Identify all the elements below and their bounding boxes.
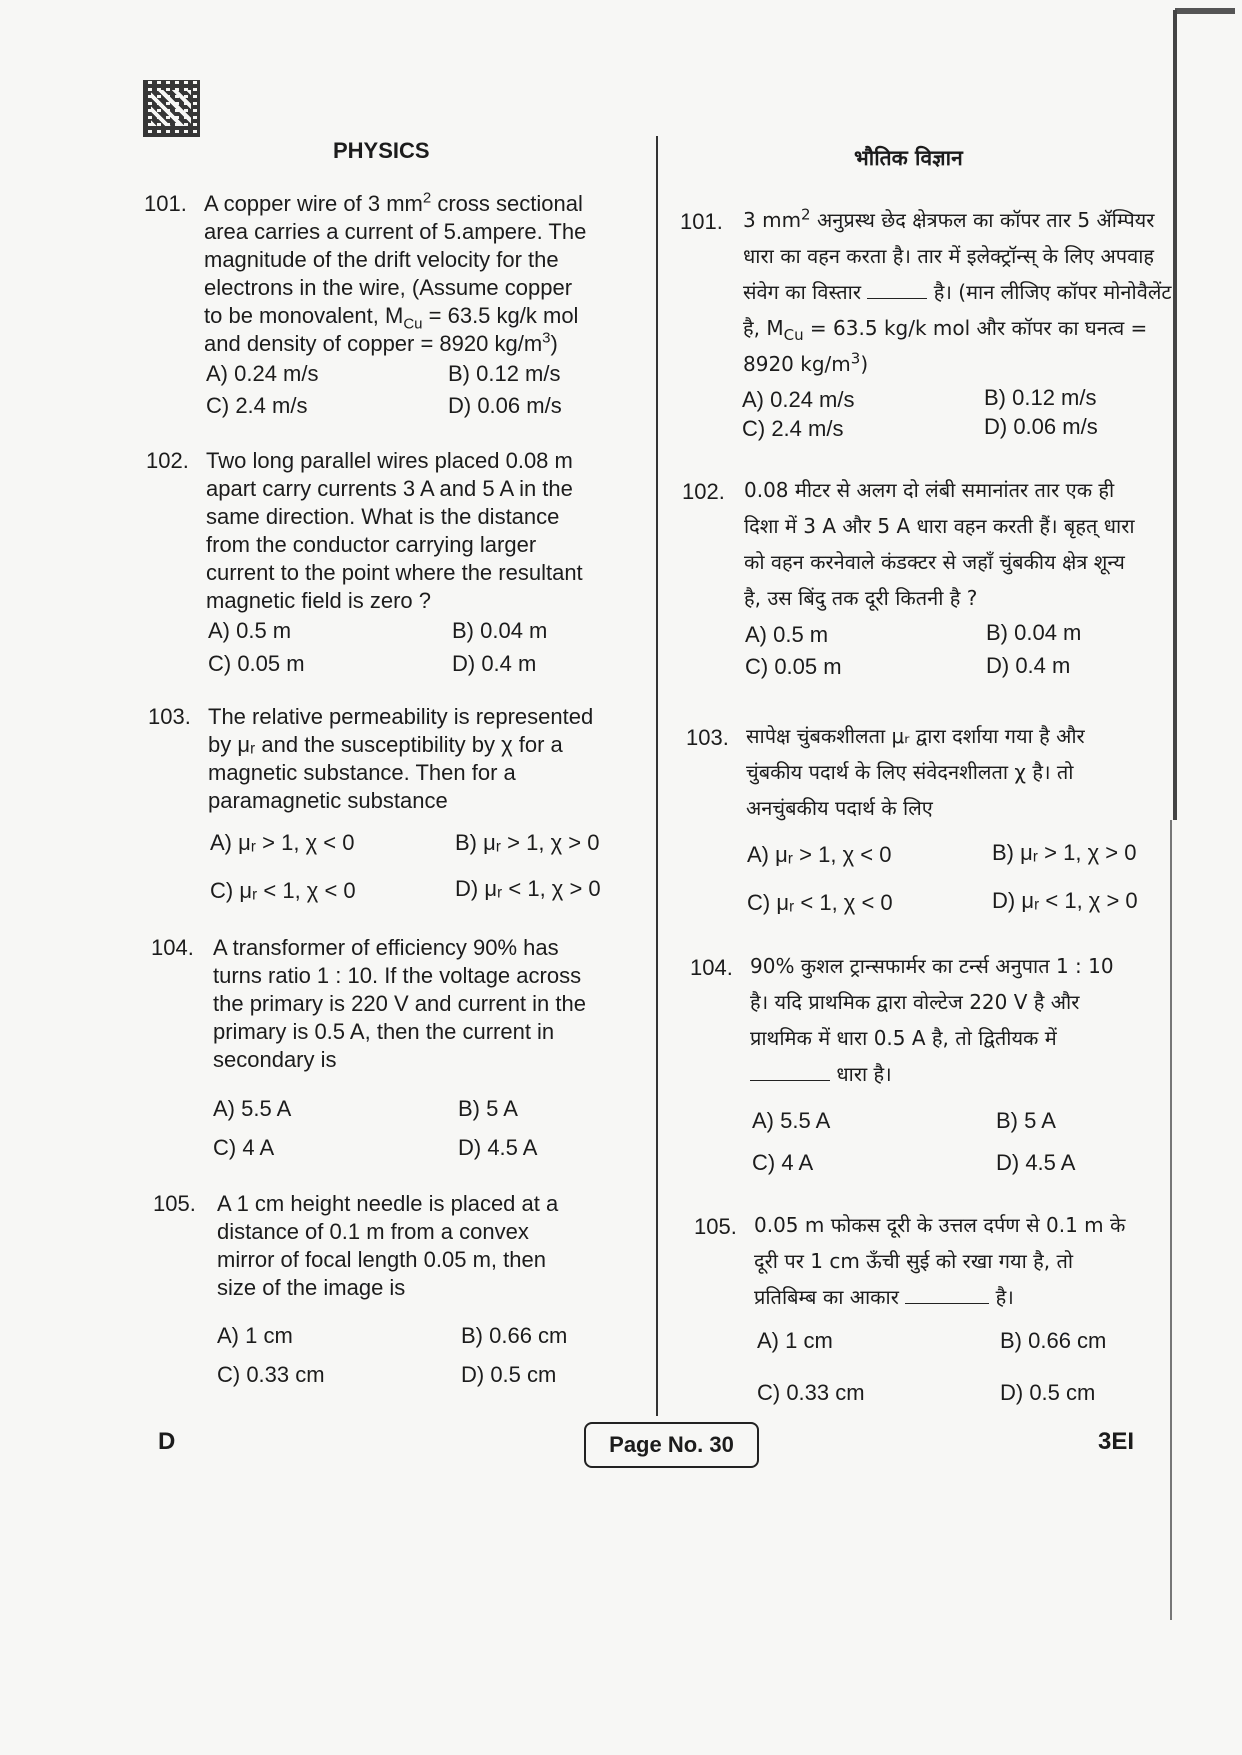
page-title-english: PHYSICS	[333, 138, 430, 163]
question-text	[206, 447, 634, 615]
question-line: दिशा में 3 A और 5 A धारा वहन करती हैं। बृहत् धारा	[744, 514, 1135, 538]
question-line: Two long parallel wires placed 0.08 m	[206, 448, 573, 473]
option-a: A) μᵣ > 1, χ < 0	[747, 842, 892, 867]
question-line: magnitude of the drift velocity for the	[204, 247, 559, 272]
option-c: C) 0.33 cm	[217, 1362, 325, 1387]
question-line: primary is 0.5 A, then the current in	[213, 1019, 555, 1044]
question-line: secondary is	[213, 1047, 337, 1072]
option-c: C) 0.05 m	[208, 651, 305, 676]
option-b: B) 5 A	[996, 1108, 1056, 1133]
page-title-hindi: भौतिक विज्ञान	[854, 146, 963, 170]
option-c: C) 4 A	[752, 1150, 814, 1175]
option-b: B) 0.66 cm	[461, 1323, 568, 1348]
question-line: size of the image is	[217, 1275, 406, 1300]
question-number: 102.	[146, 448, 189, 473]
question-line: current to the point where the resultant	[206, 560, 583, 585]
question-line: चुंबकीय पदार्थ के लिए संवेदनशीलता χ है। तो	[746, 760, 1074, 784]
question-line: 90% कुशल ट्रान्सफार्मर का टर्न्स अनुपात 1 : 10	[750, 954, 1114, 978]
option-b: B) 0.04 m	[986, 620, 1082, 645]
option-b: B) 0.66 cm	[1000, 1328, 1107, 1353]
question-text	[213, 934, 637, 1074]
question-line: magnetic field is zero ?	[206, 588, 431, 613]
option-b: B) 0.12 m/s	[984, 385, 1097, 410]
option-a: A) μᵣ > 1, χ < 0	[210, 830, 355, 855]
option-b: B) 5 A	[458, 1096, 518, 1121]
option-a: A) 0.24 m/s	[206, 361, 319, 386]
question-line: apart carry currents 3 A and 5 A in the	[206, 476, 573, 501]
question-line: प्राथमिक में धारा 0.5 A है, तो द्वितीयक में	[750, 1026, 1057, 1050]
question-line: by μᵣ and the susceptibility by χ for a	[208, 732, 563, 757]
question-line: को वहन करनेवाले कंडक्टर से जहाँ चुंबकीय क्षेत्र शून्य	[744, 550, 1125, 574]
question-line: turns ratio 1 : 10. If the voltage across	[213, 963, 582, 988]
question-line: The relative permeability is represented	[208, 704, 594, 729]
question-line: A 1 cm height needle is placed at a	[217, 1191, 559, 1216]
option-d: D) 0.4 m	[986, 653, 1071, 678]
option-c: C) μᵣ < 1, χ < 0	[747, 890, 893, 915]
option-d: D) 0.5 cm	[461, 1362, 557, 1387]
question-text: 0.05 m फोकस दूरी के उत्तल दर्पण से 0.1 m के दूरी पर 1 cm ऊँची सुई को रखा गया है, तो प्रतिबिम्ब का आकार है।	[754, 1207, 1174, 1315]
question-text	[208, 703, 636, 815]
option-c: C) 4 A	[213, 1135, 275, 1160]
question-line: A transformer of efficiency 90% has	[213, 935, 559, 960]
question-line: mirror of focal length 0.05 m, then	[217, 1247, 546, 1272]
qr-code	[143, 80, 200, 137]
question-number: 102.	[682, 479, 725, 504]
question-number: 101.	[144, 191, 187, 216]
column-divider	[656, 136, 658, 1416]
question-text	[746, 718, 1176, 826]
option-d: D) 4.5 A	[458, 1135, 538, 1160]
option-a: A) 5.5 A	[213, 1096, 292, 1121]
option-d: D) μᵣ < 1, χ > 0	[455, 876, 601, 901]
question-text	[217, 1190, 617, 1302]
booklet-series-code: D	[158, 1428, 176, 1455]
option-a: A) 5.5 A	[752, 1108, 831, 1133]
option-d: D) 0.06 m/s	[984, 414, 1098, 439]
question-line: अनचुंबकीय पदार्थ के लिए	[746, 796, 933, 820]
page-number: Page No. 30	[584, 1422, 759, 1468]
question-line: है, उस बिंदु तक दूरी कितनी है ?	[744, 586, 978, 610]
question-number: 104.	[690, 955, 733, 980]
question-number: 103.	[148, 704, 191, 729]
question-number: 104.	[151, 935, 194, 960]
binding-edge	[1173, 10, 1177, 820]
question-line: 0.05 m फोकस दूरी के उत्तल दर्पण से 0.1 m के	[754, 1213, 1126, 1237]
question-text: 90% कुशल ट्रान्सफार्मर का टर्न्स अनुपात 1 : 10 है। यदि प्राथमिक द्वारा वोल्टेज 220 V है और प्राथमिक में धारा 0.5 A है, तो द्वितीयक में धारा है।	[750, 948, 1182, 1092]
question-line: दूरी पर 1 cm ऊँची सुई को रखा गया है, तो	[754, 1249, 1074, 1273]
option-a: A) 0.5 m	[208, 618, 292, 643]
option-d: D) 4.5 A	[996, 1150, 1076, 1175]
question-text: A copper wire of 3 $mm^2$ cross sectional area carries a current of 5.ampere. The magnitude of the drift velocity for the electrons in the wire, (Assume copper to be monovalent, $M_{Cu} = 63.5$ kg/k mol and density of copper = 8920 $kg/m^3$)	[204, 190, 640, 358]
paper-code: 3EI	[1098, 1428, 1135, 1455]
binding-edge-top	[1175, 8, 1235, 14]
option-b: B) μᵣ > 1, χ > 0	[992, 840, 1137, 865]
question-line: distance of 0.1 m from a convex	[217, 1219, 529, 1244]
option-c: C) 0.33 cm	[757, 1380, 865, 1405]
question-line: electrons in the wire, (Assume copper	[204, 275, 573, 300]
option-c: C) 2.4 m/s	[742, 416, 844, 441]
question-text	[744, 472, 1180, 616]
option-c: C) μᵣ < 1, χ < 0	[210, 878, 356, 903]
question-number: 101.	[680, 209, 723, 234]
question-line: 0.08 मीटर से अलग दो लंबी समानांतर तार एक ही	[744, 478, 1115, 502]
option-a: A) 0.5 m	[745, 622, 829, 647]
option-d: D) μᵣ < 1, χ > 0	[992, 888, 1138, 913]
option-a: A) 1 cm	[757, 1328, 833, 1353]
option-b: B) 0.12 m/s	[448, 361, 561, 386]
option-d: D) 0.4 m	[452, 651, 537, 676]
question-line: सापेक्ष चुंबकशीलता μᵣ द्वारा दर्शाया गया है और	[746, 724, 1085, 748]
question-line: from the conductor carrying larger	[206, 532, 537, 557]
question-line: paramagnetic substance	[208, 788, 448, 813]
option-a: A) 0.24 m/s	[742, 387, 855, 412]
option-a: A) 1 cm	[217, 1323, 293, 1348]
question-line: the primary is 220 V and current in the	[213, 991, 586, 1016]
question-line: area carries a current of 5.ampere. The	[204, 219, 587, 244]
option-b: B) μᵣ > 1, χ > 0	[455, 830, 600, 855]
question-line: है। यदि प्राथमिक द्वारा वोल्टेज 220 V है और	[750, 990, 1080, 1014]
option-c: C) 0.05 m	[745, 654, 842, 679]
question-text: 3 $mm^2$ अनुप्रस्थ छेद क्षेत्रफल का कॉपर तार 5 ॲम्पियर धारा का वहन करता है। तार में इलेक्ट्रॉन्स् के लिए अपवाह संवेग का विस्तार है। (मान लीजिए कॉपर मोनोवैलेंट है, $M_{Cu} = 63.5$ kg/k mol और कॉपर का घनत्व = 8920 $kg/m^3$)	[743, 205, 1172, 376]
question-line: same direction. What is the distance	[206, 504, 560, 529]
question-line: magnetic substance. Then for a	[208, 760, 516, 785]
option-b: B) 0.04 m	[452, 618, 548, 643]
question-number: 105.	[153, 1191, 196, 1216]
question-number: 103.	[686, 725, 729, 750]
option-d: D) 0.06 m/s	[448, 393, 562, 418]
option-c: C) 2.4 m/s	[206, 393, 308, 418]
question-number: 105.	[694, 1214, 737, 1239]
option-d: D) 0.5 cm	[1000, 1380, 1096, 1405]
question-line: धारा का वहन करता है। तार में इलेक्ट्रॉन्स् के लिए अपवाह	[743, 244, 1155, 268]
